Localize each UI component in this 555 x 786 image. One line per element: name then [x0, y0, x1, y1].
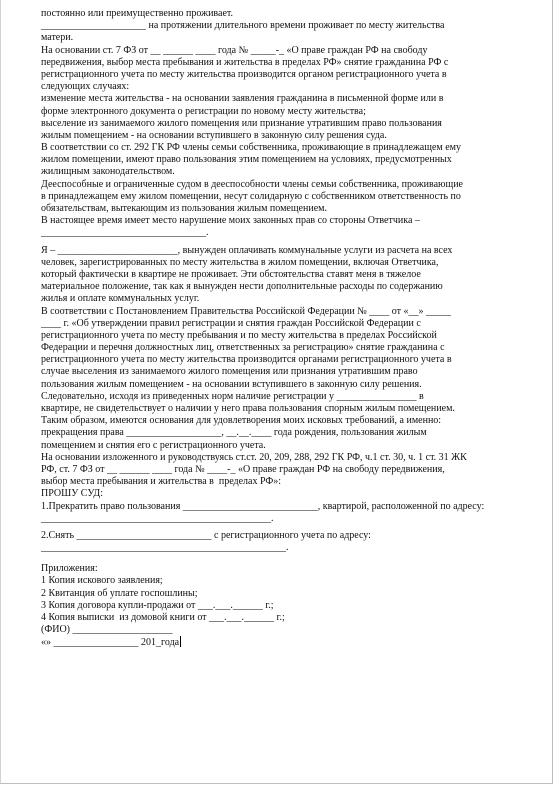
spacer	[41, 554, 519, 563]
text-line: случае выселения из занимаемого жилого помещения или признания утратившим право	[41, 366, 418, 378]
text-line: человек, зарегистрированных по месту жительства в жилом помещении, включая Ответчика,	[41, 256, 439, 268]
text-line: РФ, ст. 7 ФЗ от __ ______ ____ года № ____-_ «О праве граждан РФ на свободу передвижения,	[41, 463, 445, 475]
text-line: 4 Копия выписки из домовой книги от ___.___.______ г.;	[41, 612, 285, 623]
text-line: изменение места жительства - на основании заявления гражданина в письменной форме или в	[41, 93, 444, 105]
text-line: пользования жилым помещением - на основании вступившего в законную силу решения.	[41, 378, 422, 390]
text-line: 2.Снять ___________________________ с регистрационного учета по адресу:	[41, 529, 371, 541]
text-line: передвижения, выбор места пребывания и жительства в пределах РФ» снятие гражданина РФ с	[41, 56, 449, 68]
text-line: _____________________ на протяжении длительного времени проживает по месту жительства	[41, 20, 445, 32]
text-line: регистрационного учета по месту жительства производится органом регистрационного учета в	[41, 68, 447, 80]
text-line: прекращения права ___________________, __.__.____ года рождения, пользования жилым	[41, 427, 427, 439]
text-line: выселение из занимаемого жилого помещения или признание утратившим право пользования	[41, 117, 442, 129]
text-line: обязательствам, вытекающим из пользования жилым помещением.	[41, 203, 327, 214]
text-line: На основании ст. 7 ФЗ от __ ______ ____ года № _____-_ «О праве граждан РФ на свободу	[41, 44, 428, 56]
text-line: матери.	[41, 32, 74, 44]
text-line: В настоящее время имеет место нарушение моих законных прав со стороны Ответчика –	[41, 215, 420, 227]
text-line: 3 Копия договора купли-продажи от ___.___.______ г.;	[41, 599, 274, 611]
text-line: в принадлежащем ему жилом помещении, несут солидарную с собственником ответственность по	[41, 190, 461, 202]
text-line: выбор места пребывания и жительства в пределах РФ»:	[41, 476, 282, 488]
text-line: Следовательно, исходя из приведенных норм наличие регистрации у ________________ в	[41, 390, 424, 402]
signature-line: (ФИО) ____________________	[41, 624, 173, 636]
text-line: В соответствии со ст. 292 ГК РФ члены семьи собственника, проживающие в принадлежащем ему	[41, 142, 461, 154]
text-line: жилищным законодательством.	[41, 166, 175, 178]
text-line: который фактически в квартире не проживает. Эти обстоятельства ставят меня в тяжелое	[41, 268, 421, 280]
text-line: 2 Квитанция об уплате госпошлины;	[41, 587, 198, 599]
text-line: следующих случаях:	[41, 81, 130, 93]
text-line: В соответствии с Постановлением Правительства Российской Федерации № ____ от «__» _____	[41, 305, 452, 317]
text-line: _________________________________________________.	[41, 542, 289, 554]
text-line: жилья и оплате коммунальных услуг.	[41, 293, 200, 305]
text-line: помещением и снятия его с регистрационного учета.	[41, 439, 266, 451]
text-line: ______________________________________________.	[41, 512, 274, 524]
text-line: Дееспособные и ограниченные судом в дееспособности члены семьи собственника, проживающие	[41, 178, 463, 190]
text-line: На основании изложенного и руководствуясь ст.ст. 20, 209, 288, 292 ГК РФ, ч.1 ст. 30, ч. 1 ст. 31 ЖК	[41, 451, 467, 463]
text-line: жилым помещением - на основании вступившего в законную силу решения суда.	[41, 129, 387, 141]
text-line: 1 Копия искового заявления;	[41, 575, 163, 587]
text-line: _________________________________.	[41, 227, 209, 239]
text-line: материальное положение, так как я вынужден нести дополнительные расходы по содержанию	[41, 281, 443, 293]
text-line: Таким образом, имеются основания для удовлетворения моих исковых требований, а именно:	[41, 415, 442, 427]
document-body[interactable]	[41, 8, 519, 649]
text-line: форме электронного документа о регистрации по новому месту жительства;	[41, 105, 366, 117]
text-line: квартире, не свидетельствует о наличии у него права пользования спорным жилым помещением.	[41, 403, 455, 414]
text-cursor	[180, 636, 181, 647]
text-line: постоянно или преимущественно проживает.	[41, 8, 234, 19]
text-line: жилом помещении, имеют право пользования этим помещением на условиях, предусмотренных	[41, 154, 452, 166]
date-line	[41, 636, 519, 648]
text-line: ____ г. «Об утверждении правил регистрации и снятия граждан Российской Федерации с	[41, 317, 421, 329]
date-line-text: «» _________________ 201_года	[41, 637, 180, 649]
prayer-heading: ПРОШУ СУД:	[41, 488, 104, 500]
text-line: Я – ________________________, вынужден оплачивать коммунальные услуги из расчета на всех	[41, 244, 453, 256]
attachments-heading: Приложения:	[41, 563, 98, 575]
text-line: Федерации и перечня должностных лиц, ответственных за регистрацию» снятие гражданина с	[41, 342, 445, 354]
text-line: 1.Прекратить право пользования ___________________________, квартирой, расположенной по адресу:	[41, 500, 485, 512]
text-line: регистрационного учета по месту жительства производится органами регистрационного учета в	[41, 354, 452, 366]
text-line: регистрационного учета по месту пребывания и по месту жительства в пределах Российской	[41, 329, 437, 341]
